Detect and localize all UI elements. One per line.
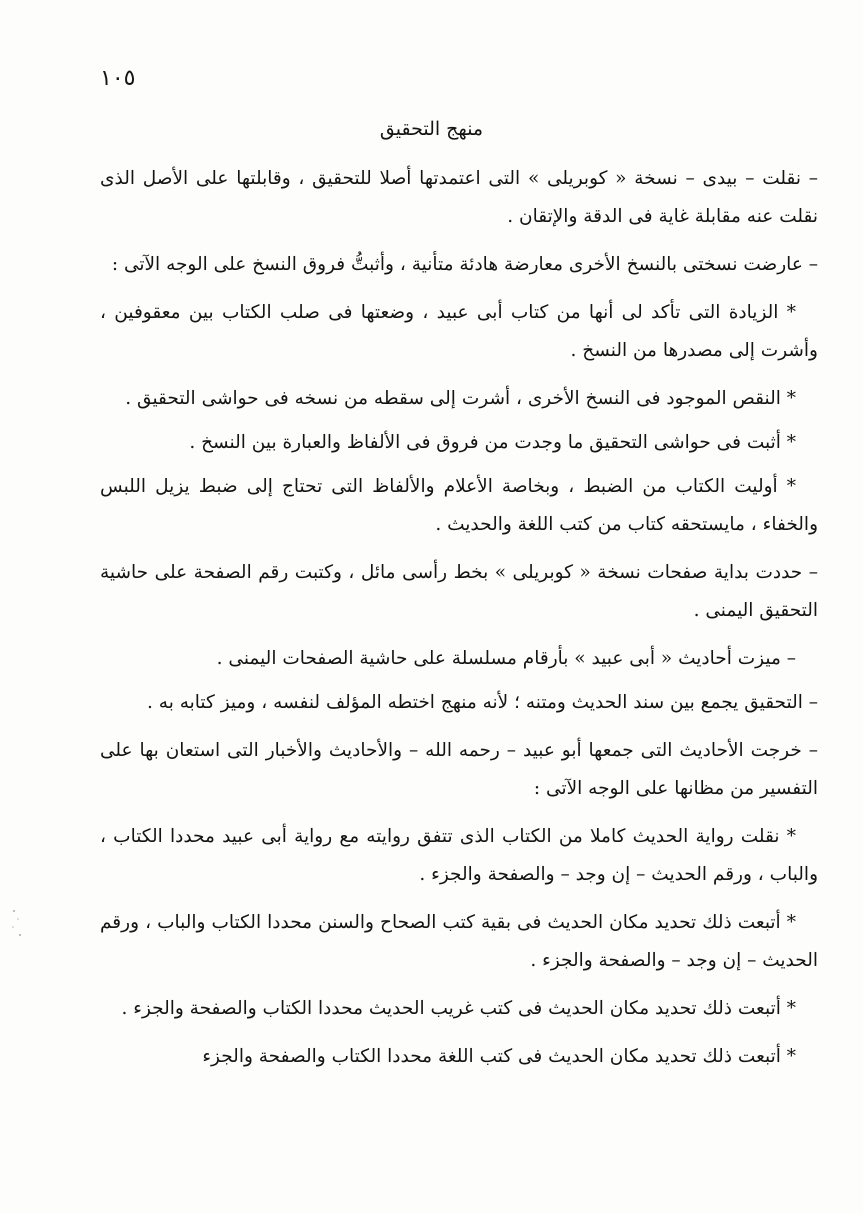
paragraph: – ميزت أحاديث « أبى عبيد » بأرقام مسلسلة على حاشية الصفحات اليمنى .	[216, 648, 796, 669]
paragraph: * نقلت رواية الحديث كاملا من الكتاب الذى تتفق روايته مع رواية أبى عبيد محددا الكتاب ، والباب ، ورقم الحديث – إن وجد – والصفحة والجزء .	[100, 826, 818, 885]
paragraph: * النقص الموجود فى النسخ الأخرى ، أشرت إلى سقطه من نسخه فى حواشى التحقيق .	[125, 388, 796, 409]
paragraph: – التحقيق يجمع بين سند الحديث ومتنه ؛ لأنه منهج اختطه المؤلف لنفسه ، وميز كتابه به .	[147, 692, 818, 713]
paragraph: * الزيادة التى تأكد لى أنها من كتاب أبى عبيد ، وضعتها فى صلب الكتاب بين معقوفين ، وأشرت إلى مصدرها من النسخ .	[100, 302, 818, 361]
paragraph: – عارضت نسختى بالنسخ الأخرى معارضة هادئة متأنية ، وأثبتُّ فروق النسخ على الوجه الآتى :	[111, 254, 818, 275]
paragraph: * أتبعت ذلك تحديد مكان الحديث فى بقية كتب الصحاح والسنن محددا الكتاب والباب ، ورقم الحديث – إن وجد – والصفحة والجزء .	[100, 912, 818, 971]
paragraph: * أتبعت ذلك تحديد مكان الحديث فى كتب غريب الحديث محددا الكتاب والصفحة والجزء .	[121, 998, 796, 1019]
page-number: ١٠٥	[100, 66, 136, 91]
scan-gutter-mark	[8, 905, 38, 945]
paragraph: * أوليت الكتاب من الضبط ، وبخاصة الأعلام والألفاظ التى تحتاج إلى ضبط يزيل اللبس والخفاء ، مايستحقه كتاب من كتب اللغة والحديث .	[100, 476, 818, 535]
scan-speckle-icon	[8, 905, 38, 945]
paragraph: – خرجت الأحاديث التى جمعها أبو عبيد – رحمه الله – والأحاديث والأخبار التى استعان بها على التفسير من مظانها على الوجه الآتى :	[100, 740, 818, 799]
body-text	[100, 160, 818, 1086]
paragraph: * أثبت فى حواشى التحقيق ما وجدت من فروق فى الألفاظ والعبارة بين النسخ .	[189, 432, 796, 453]
paragraph: – نقلت – بيدى – نسخة « كوبريلى » التى اعتمدتها أصلا للتحقيق ، وقابلتها على الأصل الذى نقلت عنه مقابلة غاية فى الدقة والإتقان .	[100, 168, 818, 227]
paragraph: * أتبعت ذلك تحديد مكان الحديث فى كتب اللغة محددا الكتاب والصفحة والجزء	[202, 1046, 796, 1067]
paragraph: – حددت بداية صفحات نسخة « كوبريلى » بخط رأسى مائل ، وكتبت رقم الصفحة على حاشية التحقيق اليمنى .	[100, 562, 818, 621]
running-head: منهج التحقيق	[379, 118, 484, 140]
